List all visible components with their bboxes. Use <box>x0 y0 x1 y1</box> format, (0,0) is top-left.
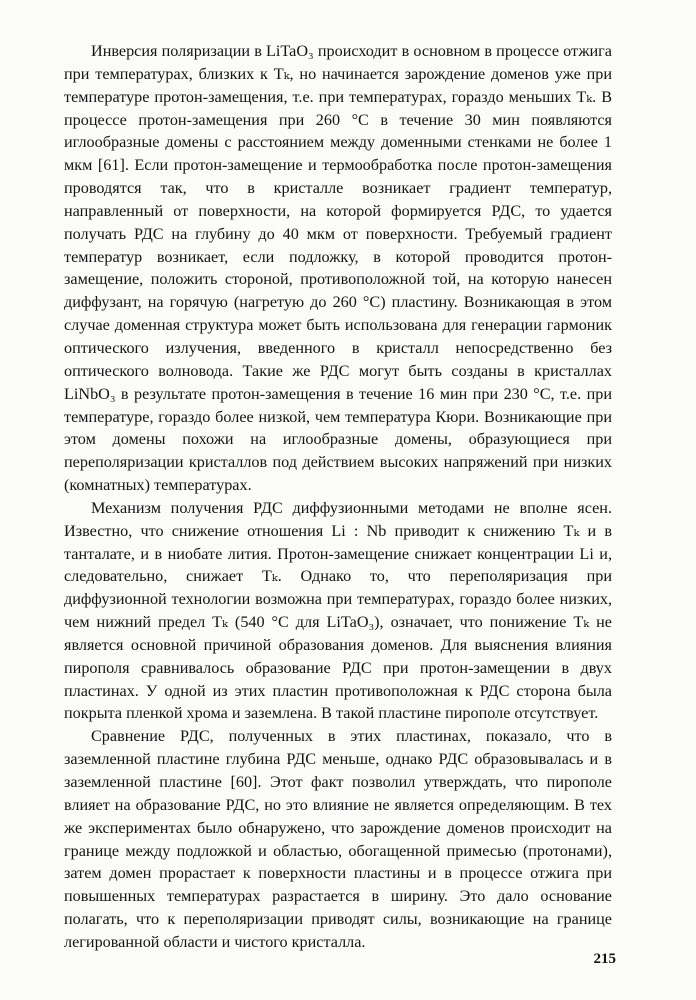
paragraph-1: Инверсия поляризации в LiTaO₃ происходит в основном в процессе отжига при температурах, близких к Tₖ, но начинается зарождение доменов уже при температуре протон-замещения, т.е. при температурах, гораздо меньших Tₖ. В процессе протон-замещения при 260 °C в течение 30 мин появляются иглообразные домены с расстоянием между доменными стенками не более 1 мкм [61]. Если протон-замещение и термообработка после протон-замещения проводятся так, что в кристалле возникает градиент температур, направленный от поверхности, на которой формируется РДС, то удается получать РДС на глубину до 40 мкм от поверхности. Требуемый градиент температур возникает, если подложку, в которой проводится протон-замещение, положить стороной, противоположной той, на которую нанесен диффузант, на горячую (нагретую до 260 °C) пластину. Возникающая в этом случае доменная структура может быть использована для генерации гармоник оптического излучения, введенного в кристалл непосредственно без оптического волновода. Такие же РДС могут быть созданы в кристаллах LiNbO₃ в результате протон-замещения в течение 16 мин при 230 °C, т.е. при температуре, гораздо более низкой, чем температура Кюри. Возникающие при этом домены похожи на иглообразные домены, образующиеся при переполяризации кристаллов под действием высоких напряжений при низких (комнатных) температурах. <box>64 42 612 495</box>
paragraph-3: Сравнение РДС, полученных в этих пластинах, показало, что в заземленной пластине глубина РДС меньше, однако РДС образовывалась и в заземленной пластине [60]. Этот факт позволил утверждать, что пирополе влияет на образование РДС, но это влияние не является определяющим. В тех же экспериментах было обнаружено, что зарождение доменов происходит на границе между подложкой и областью, обогащенной примесью (протонами), затем домен прорастает к поверхности пластины и в процессе отжига при повышенных температурах разрастается в ширину. Это дало основание полагать, что к переполяризации приводят силы, возникающие на границе легированной области и чистого кристалла. <box>64 727 612 951</box>
body-text <box>64 40 612 954</box>
paragraph-2: Механизм получения РДС диффузионными методами не вполне ясен. Известно, что снижение отношения Li : Nb приводит к снижению Tₖ и в танталате, и в ниобате лития. Протон-замещение снижает концентрации Li и, следовательно, снижает Tₖ. Однако то, что переполяризация при диффузионной технологии возможна при температурах, гораздо более низких, чем нижний предел Tₖ (540 °C для LiTaO₃), означает, что понижение Tₖ не является основной причиной образования доменов. Для выяснения влияния пирополя сравнивалось образование РДС при протон-замещении в двух пластинах. У одной из этих пластин противоположная к РДС сторона была покрыта пленкой хрома и заземлена. В такой пластине пирополе отсутствует. <box>64 498 612 723</box>
page-number: 215 <box>593 951 616 967</box>
